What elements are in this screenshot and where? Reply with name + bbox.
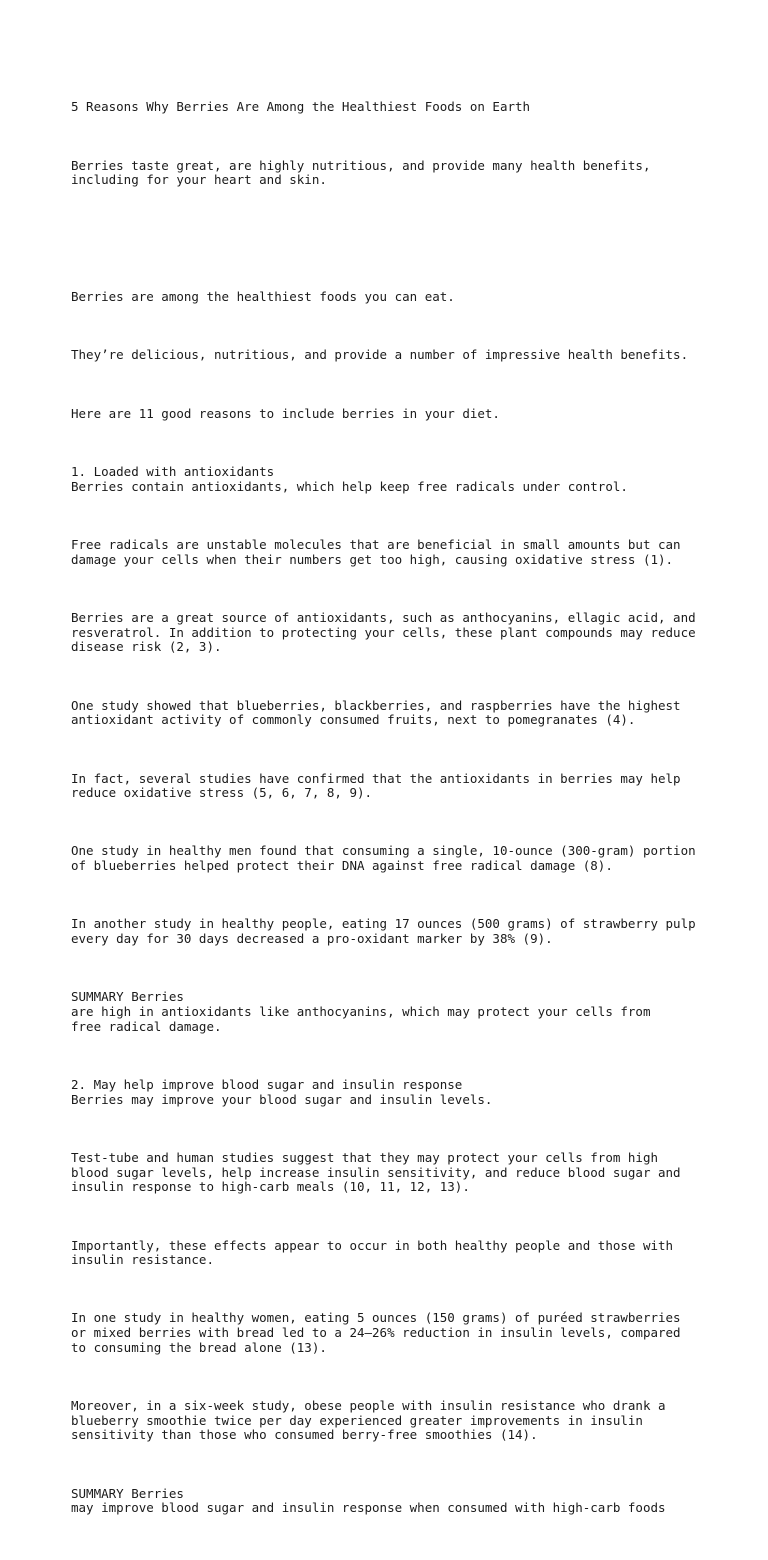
paragraph: Test-tube and human studies suggest that they may protect your cells from high blood sugar levels, help increase insulin sensitivity, and reduce blood sugar and insulin response to high-carb meals (10, 11, 12, 13). bbox=[71, 1149, 681, 1195]
section-heading-antioxidants: 1. Loaded with antioxidants Berries contain antioxidants, which help keep free radicals under control. bbox=[71, 464, 628, 494]
document-body bbox=[71, 71, 731, 1560]
document-subtitle: Berries taste great, are highly nutritious, and provide many health benefits, including for your heart and skin. bbox=[71, 157, 651, 188]
document-title: 5 Reasons Why Berries Are Among the Healthiest Foods on Earth bbox=[71, 99, 531, 115]
paragraph: Here are 11 good reasons to include berries in your diet. bbox=[71, 405, 500, 421]
paragraph: Berries are a great source of antioxidants, such as anthocyanins, ellagic acid, and resveratrol. In addition to protecting your cells, these plant compounds may reduce disease risk (2, 3). bbox=[71, 609, 696, 655]
paragraph: One study showed that blueberries, blackberries, and raspberries have the highest antioxidant activity of commonly consumed fruits, next to pomegranates (4). bbox=[71, 697, 681, 728]
summary-block: SUMMARY Berries are high in antioxidants like anthocyanins, which may protect your cells from free radical damage. bbox=[71, 989, 651, 1034]
paragraph: They’re delicious, nutritious, and provide a number of impressive health benefits. bbox=[71, 347, 689, 363]
paragraph: In another study in healthy people, eating 17 ounces (500 grams) of strawberry pulp every day for 30 days decreased a pro-oxidant marker by 38% (9). bbox=[71, 916, 696, 947]
paragraph: Berries are among the healthiest foods you can eat. bbox=[71, 288, 455, 304]
paragraph: In fact, several studies have confirmed that the antioxidants in berries may help reduce oxidative stress (5, 6, 7, 8, 9). bbox=[71, 770, 681, 801]
paragraph: In one study in healthy women, eating 5 ounces (150 grams) of puréed strawberries or mixed berries with bread led to a 24–26% reduction in insulin levels, compared to consuming the bread alone (13). bbox=[71, 1310, 681, 1355]
paragraph: Moreover, in a six-week study, obese people with insulin resistance who drank a blueberry smoothie twice per day experienced greater improvements in insulin sensitivity than those who consumed berry-free smoothies (14). bbox=[71, 1398, 666, 1443]
paragraph: Importantly, these effects appear to occur in both healthy people and those with insulin resistance. bbox=[71, 1237, 674, 1268]
paragraph: Free radicals are unstable molecules that are beneficial in small amounts but can damage your cells when their numbers get too high, causing oxidative stress (1). bbox=[71, 537, 681, 567]
summary-block: SUMMARY Berries may improve blood sugar and insulin response when consumed with high-carb foods bbox=[71, 1485, 666, 1516]
paragraph: One study in healthy men found that consuming a single, 10-ounce (300-gram) portion of blueberries helped protect their DNA against free radical damage (8). bbox=[71, 843, 696, 874]
section-spacer bbox=[71, 232, 731, 261]
section-heading-blood-sugar: 2. May help improve blood sugar and insulin response Berries may improve your blood sugar and insulin levels. bbox=[71, 1076, 493, 1107]
